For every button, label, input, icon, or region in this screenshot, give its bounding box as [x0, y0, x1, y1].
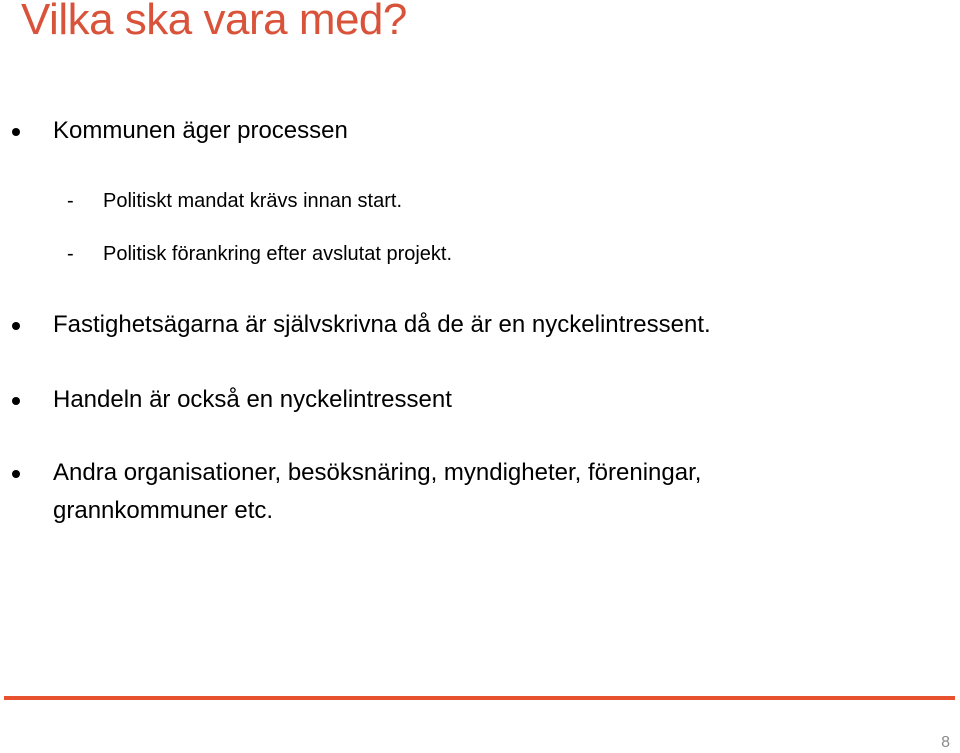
footer-divider — [4, 696, 955, 700]
page-number: 8 — [941, 734, 950, 751]
sub-bullet-text: Politiskt mandat krävs innan start. — [103, 190, 403, 212]
sub-bullet-text: Politisk förankring efter avslutat projekt. — [103, 243, 453, 265]
bullet-dot — [12, 322, 20, 330]
bullet-dot — [12, 397, 20, 405]
bullet-text: Kommunen äger processen — [53, 117, 348, 144]
bullet-text: Handeln är också en nyckelintressent — [53, 386, 452, 413]
slide-title: Vilka ska vara med? — [21, 0, 407, 44]
bullet-text-line-2: grannkommuner etc. — [53, 497, 274, 524]
bullet-text-line-1: Andra organisationer, besöksnäring, myndigheter, föreningar, — [53, 459, 702, 486]
sub-bullet-marker: - — [67, 243, 74, 265]
bullet-text: Fastighetsägarna är självskrivna då de är en nyckelintressent. — [53, 311, 711, 338]
bullet-dot — [12, 470, 20, 478]
bullet-dot — [12, 128, 20, 136]
sub-bullet-marker: - — [67, 190, 74, 212]
